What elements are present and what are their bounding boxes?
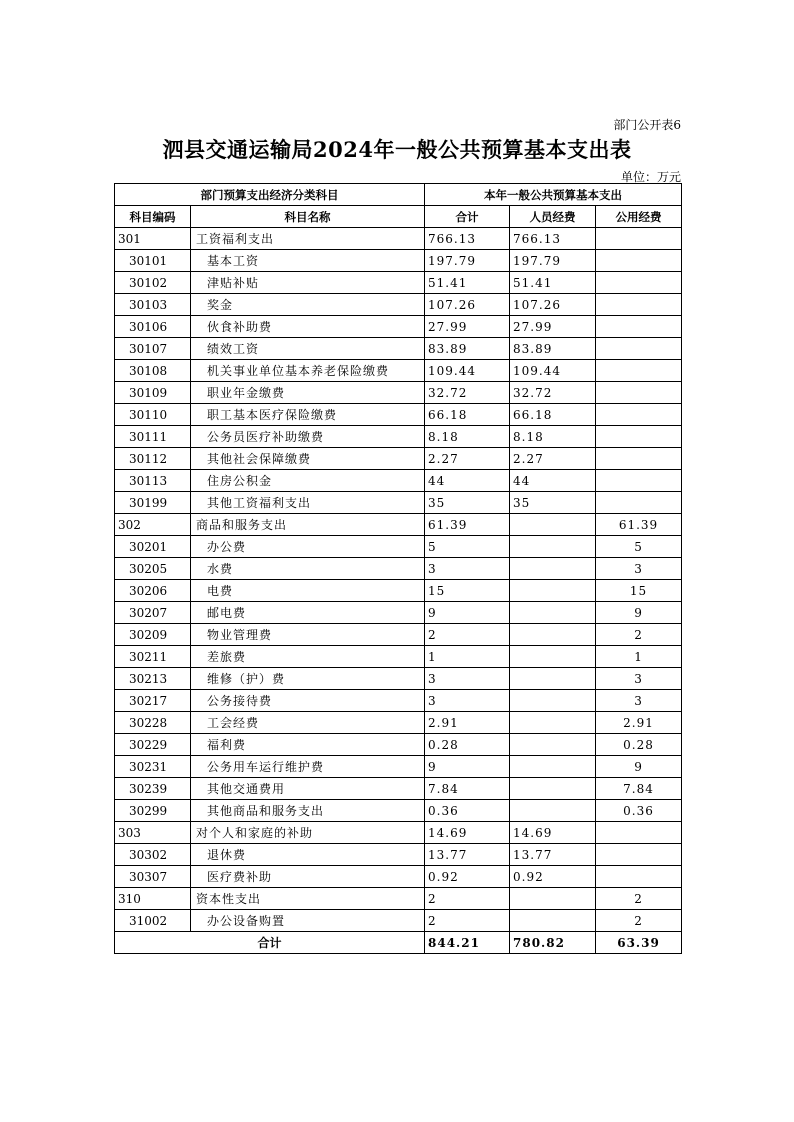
row-personnel <box>510 888 596 910</box>
row-code: 30110 <box>115 404 191 426</box>
table-row <box>115 294 682 316</box>
row-name: 退休费 <box>191 844 425 866</box>
row-public <box>596 866 682 888</box>
row-personnel: 2.27 <box>510 448 596 470</box>
row-public <box>596 470 682 492</box>
row-public <box>596 250 682 272</box>
row-name: 办公设备购置 <box>191 910 425 932</box>
row-name: 其他工资福利支出 <box>191 492 425 514</box>
row-public <box>596 492 682 514</box>
row-name: 津贴补贴 <box>191 272 425 294</box>
table-row <box>115 272 682 294</box>
row-code: 310 <box>115 888 191 910</box>
header-public: 公用经费 <box>596 206 682 228</box>
row-total: 35 <box>425 492 510 514</box>
table-row <box>115 404 682 426</box>
row-name: 工资福利支出 <box>191 228 425 250</box>
row-name: 商品和服务支出 <box>191 514 425 536</box>
row-name: 公务接待费 <box>191 690 425 712</box>
row-name: 伙食补助费 <box>191 316 425 338</box>
header-column-row <box>115 206 682 228</box>
row-personnel: 66.18 <box>510 404 596 426</box>
row-public <box>596 294 682 316</box>
row-public: 9 <box>596 756 682 778</box>
row-total: 32.72 <box>425 382 510 404</box>
row-public <box>596 426 682 448</box>
total-personnel: 780.82 <box>510 932 596 954</box>
row-personnel <box>510 536 596 558</box>
row-name: 职工基本医疗保险缴费 <box>191 404 425 426</box>
row-name: 资本性支出 <box>191 888 425 910</box>
table-row <box>115 536 682 558</box>
row-name: 对个人和家庭的补助 <box>191 822 425 844</box>
row-public: 1 <box>596 646 682 668</box>
budget-table <box>114 183 682 954</box>
row-personnel: 44 <box>510 470 596 492</box>
header-code: 科目编码 <box>115 206 191 228</box>
row-total: 0.92 <box>425 866 510 888</box>
row-total: 2 <box>425 910 510 932</box>
row-total: 107.26 <box>425 294 510 316</box>
row-total: 27.99 <box>425 316 510 338</box>
row-code: 30205 <box>115 558 191 580</box>
table-row <box>115 228 682 250</box>
row-code: 30206 <box>115 580 191 602</box>
row-total: 2.27 <box>425 448 510 470</box>
row-name: 维修（护）费 <box>191 668 425 690</box>
row-personnel <box>510 690 596 712</box>
row-public: 2 <box>596 910 682 932</box>
header-personnel: 人员经费 <box>510 206 596 228</box>
row-public: 3 <box>596 690 682 712</box>
row-public <box>596 404 682 426</box>
row-public <box>596 338 682 360</box>
row-name: 其他商品和服务支出 <box>191 800 425 822</box>
unit-label: 单位：万元 <box>620 170 681 184</box>
row-total: 3 <box>425 668 510 690</box>
row-public <box>596 360 682 382</box>
table-row <box>115 558 682 580</box>
table-row <box>115 470 682 492</box>
table-row <box>115 844 682 866</box>
table-row <box>115 426 682 448</box>
row-name: 物业管理费 <box>191 624 425 646</box>
row-public: 0.36 <box>596 800 682 822</box>
total-label: 合计 <box>115 932 425 954</box>
row-name: 职业年金缴费 <box>191 382 425 404</box>
row-name: 工会经费 <box>191 712 425 734</box>
row-public: 3 <box>596 668 682 690</box>
row-public: 15 <box>596 580 682 602</box>
table-row <box>115 712 682 734</box>
row-public <box>596 228 682 250</box>
row-public: 5 <box>596 536 682 558</box>
row-total: 51.41 <box>425 272 510 294</box>
row-name: 其他交通费用 <box>191 778 425 800</box>
row-name: 医疗费补助 <box>191 866 425 888</box>
row-total: 3 <box>425 690 510 712</box>
table-row <box>115 316 682 338</box>
row-personnel: 197.79 <box>510 250 596 272</box>
row-total: 61.39 <box>425 514 510 536</box>
row-total: 7.84 <box>425 778 510 800</box>
row-total: 0.28 <box>425 734 510 756</box>
row-public <box>596 844 682 866</box>
row-total: 14.69 <box>425 822 510 844</box>
row-code: 30239 <box>115 778 191 800</box>
row-name: 基本工资 <box>191 250 425 272</box>
row-name: 福利费 <box>191 734 425 756</box>
row-personnel: 0.92 <box>510 866 596 888</box>
row-code: 30112 <box>115 448 191 470</box>
row-code: 30209 <box>115 624 191 646</box>
row-public <box>596 448 682 470</box>
row-name: 住房公积金 <box>191 470 425 492</box>
row-personnel: 51.41 <box>510 272 596 294</box>
row-total: 66.18 <box>425 404 510 426</box>
row-code: 30207 <box>115 602 191 624</box>
row-name: 水费 <box>191 558 425 580</box>
row-public <box>596 382 682 404</box>
row-code: 30111 <box>115 426 191 448</box>
header-group-basic-expenditure: 本年一般公共预算基本支出 <box>425 184 682 206</box>
row-personnel <box>510 646 596 668</box>
row-personnel: 32.72 <box>510 382 596 404</box>
header-group-row <box>115 184 682 206</box>
total-row <box>115 932 682 954</box>
row-personnel <box>510 712 596 734</box>
row-personnel <box>510 514 596 536</box>
row-public: 7.84 <box>596 778 682 800</box>
row-personnel <box>510 602 596 624</box>
row-total: 3 <box>425 558 510 580</box>
row-personnel <box>510 558 596 580</box>
header-group-classification: 部门预算支出经济分类科目 <box>115 184 425 206</box>
row-total: 13.77 <box>425 844 510 866</box>
row-name: 办公费 <box>191 536 425 558</box>
row-public: 3 <box>596 558 682 580</box>
row-personnel <box>510 756 596 778</box>
row-public <box>596 822 682 844</box>
total-sum: 844.21 <box>425 932 510 954</box>
table-row <box>115 910 682 932</box>
row-code: 30199 <box>115 492 191 514</box>
row-public: 61.39 <box>596 514 682 536</box>
row-name: 奖金 <box>191 294 425 316</box>
row-personnel <box>510 668 596 690</box>
row-code: 30302 <box>115 844 191 866</box>
table-row <box>115 690 682 712</box>
row-personnel <box>510 734 596 756</box>
row-personnel: 27.99 <box>510 316 596 338</box>
row-code: 31002 <box>115 910 191 932</box>
row-code: 30299 <box>115 800 191 822</box>
row-code: 301 <box>115 228 191 250</box>
row-public: 2.91 <box>596 712 682 734</box>
row-total: 2.91 <box>425 712 510 734</box>
table-row <box>115 822 682 844</box>
table-row <box>115 448 682 470</box>
row-personnel: 107.26 <box>510 294 596 316</box>
row-personnel <box>510 910 596 932</box>
table-body <box>115 228 682 932</box>
row-name: 公务员医疗补助缴费 <box>191 426 425 448</box>
table-row <box>115 360 682 382</box>
row-total: 5 <box>425 536 510 558</box>
row-personnel <box>510 778 596 800</box>
row-total: 0.36 <box>425 800 510 822</box>
row-name: 电费 <box>191 580 425 602</box>
table-row <box>115 646 682 668</box>
table-row <box>115 514 682 536</box>
row-total: 15 <box>425 580 510 602</box>
row-public <box>596 272 682 294</box>
row-name: 公务用车运行维护费 <box>191 756 425 778</box>
table-row <box>115 250 682 272</box>
row-personnel <box>510 800 596 822</box>
header-total: 合计 <box>425 206 510 228</box>
table-row <box>115 734 682 756</box>
row-total: 2 <box>425 888 510 910</box>
form-number: 部门公开表6 <box>613 118 681 132</box>
row-total: 8.18 <box>425 426 510 448</box>
page-title: 泗县交通运输局2024年一般公共预算基本支出表 <box>162 137 632 162</box>
row-total: 2 <box>425 624 510 646</box>
row-name: 机关事业单位基本养老保险缴费 <box>191 360 425 382</box>
row-code: 30228 <box>115 712 191 734</box>
row-name: 差旅费 <box>191 646 425 668</box>
row-code: 30211 <box>115 646 191 668</box>
row-public: 9 <box>596 602 682 624</box>
table-row <box>115 492 682 514</box>
row-code: 30217 <box>115 690 191 712</box>
row-name: 绩效工资 <box>191 338 425 360</box>
row-code: 30229 <box>115 734 191 756</box>
row-personnel <box>510 624 596 646</box>
row-total: 197.79 <box>425 250 510 272</box>
row-personnel: 14.69 <box>510 822 596 844</box>
row-code: 30101 <box>115 250 191 272</box>
row-code: 30213 <box>115 668 191 690</box>
row-total: 109.44 <box>425 360 510 382</box>
row-total: 83.89 <box>425 338 510 360</box>
row-public: 2 <box>596 624 682 646</box>
table-row <box>115 382 682 404</box>
row-code: 30107 <box>115 338 191 360</box>
row-code: 30106 <box>115 316 191 338</box>
total-public: 63.39 <box>596 932 682 954</box>
row-code: 30307 <box>115 866 191 888</box>
row-total: 1 <box>425 646 510 668</box>
row-personnel: 13.77 <box>510 844 596 866</box>
row-code: 30109 <box>115 382 191 404</box>
row-personnel: 83.89 <box>510 338 596 360</box>
table-row <box>115 602 682 624</box>
table-row <box>115 888 682 910</box>
row-code: 30102 <box>115 272 191 294</box>
row-total: 44 <box>425 470 510 492</box>
row-personnel: 109.44 <box>510 360 596 382</box>
row-code: 30201 <box>115 536 191 558</box>
table-row <box>115 800 682 822</box>
row-personnel: 8.18 <box>510 426 596 448</box>
row-code: 303 <box>115 822 191 844</box>
row-total: 9 <box>425 602 510 624</box>
row-public: 2 <box>596 888 682 910</box>
row-code: 30103 <box>115 294 191 316</box>
row-public <box>596 316 682 338</box>
table-row <box>115 338 682 360</box>
row-name: 其他社会保障缴费 <box>191 448 425 470</box>
row-personnel <box>510 580 596 602</box>
row-code: 30108 <box>115 360 191 382</box>
header-name: 科目名称 <box>191 206 425 228</box>
table-row <box>115 668 682 690</box>
table-row <box>115 778 682 800</box>
row-code: 30113 <box>115 470 191 492</box>
row-name: 邮电费 <box>191 602 425 624</box>
table-row <box>115 580 682 602</box>
row-total: 766.13 <box>425 228 510 250</box>
table-row <box>115 624 682 646</box>
table-row <box>115 756 682 778</box>
row-public: 0.28 <box>596 734 682 756</box>
row-personnel: 766.13 <box>510 228 596 250</box>
row-personnel: 35 <box>510 492 596 514</box>
row-code: 30231 <box>115 756 191 778</box>
row-total: 9 <box>425 756 510 778</box>
table-row <box>115 866 682 888</box>
row-code: 302 <box>115 514 191 536</box>
